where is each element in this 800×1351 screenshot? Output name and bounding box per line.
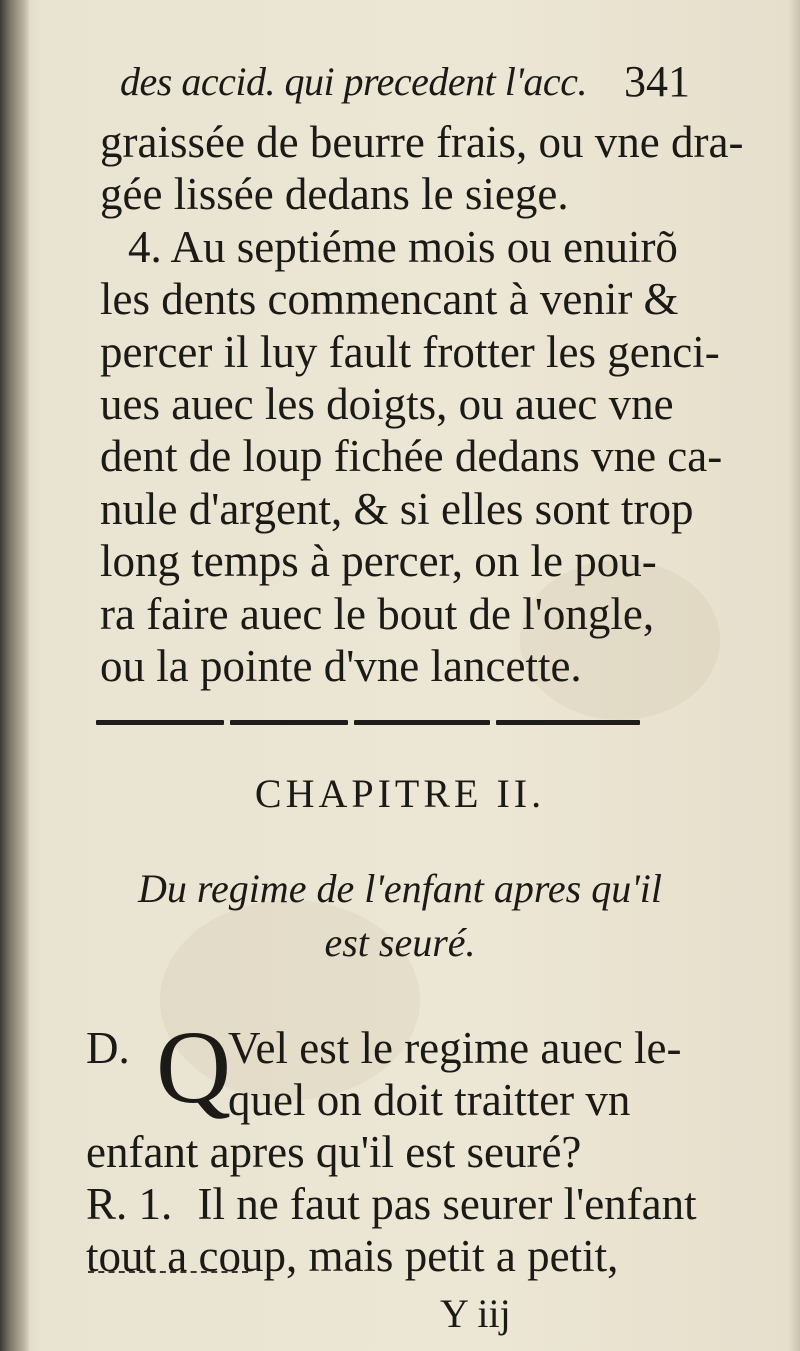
dialogue	[86, 1010, 697, 1282]
text-line: ra faire auec le bout de l'ongle,	[100, 588, 655, 639]
running-head-title: des accid. qui precedent l'acc.	[120, 59, 587, 104]
text-line: nule d'argent, & si elles sont trop	[100, 483, 694, 534]
answer-line: tout a coup, mais petit a petit,	[86, 1231, 619, 1281]
body-text	[100, 116, 744, 692]
answer-text: Il ne faut pas seurer l'enfant	[197, 1179, 697, 1229]
text-line: graissée de beurre frais, ou vne dra-	[100, 117, 744, 167]
signature-mark: Y iij	[440, 1291, 511, 1336]
text-line: ou la pointe d'vne lancette.	[100, 640, 582, 691]
page-number: 341	[624, 57, 690, 106]
ornamental-rule	[96, 718, 640, 728]
question-label: D.	[86, 1023, 130, 1073]
chapter-title	[0, 862, 800, 970]
text-line: 4. Au septiéme mois ou enuirõ	[128, 221, 678, 272]
underline-mark	[88, 1271, 248, 1276]
chapter-title-line: Du regime de l'enfant apres qu'il	[137, 866, 663, 911]
chapter-heading: CHAPITRE II.	[254, 771, 546, 816]
rule-segment	[230, 720, 348, 725]
answer-label: R. 1.	[86, 1179, 173, 1229]
question-line: quel on doit traitter vn	[228, 1075, 631, 1125]
text-line: les dents commencant à venir &	[100, 274, 679, 325]
answer-line	[86, 1178, 697, 1230]
question-line: enfant apres qu'il est seuré?	[86, 1127, 582, 1177]
question-line: Vel est le regime auec le-	[228, 1023, 682, 1073]
rule-segment	[354, 720, 490, 725]
chapter-title-line: est seuré.	[324, 920, 476, 965]
text-line: dent de loup fichée dedans vne ca-	[100, 431, 723, 482]
text-line: long temps à percer, on le pou-	[100, 536, 657, 587]
running-head	[120, 52, 690, 108]
text-line: percer il luy fault frotter les genci-	[100, 326, 720, 377]
text-line: gée lissée dedans le siege.	[100, 169, 569, 220]
page-edge-shadow	[788, 0, 800, 1351]
rule-segment	[96, 720, 224, 725]
text-line: ues auec les doigts, ou auec vne	[100, 378, 674, 429]
binding-gutter	[0, 0, 30, 1351]
rule-segment	[496, 720, 640, 725]
drop-cap: Q	[156, 1010, 232, 1125]
